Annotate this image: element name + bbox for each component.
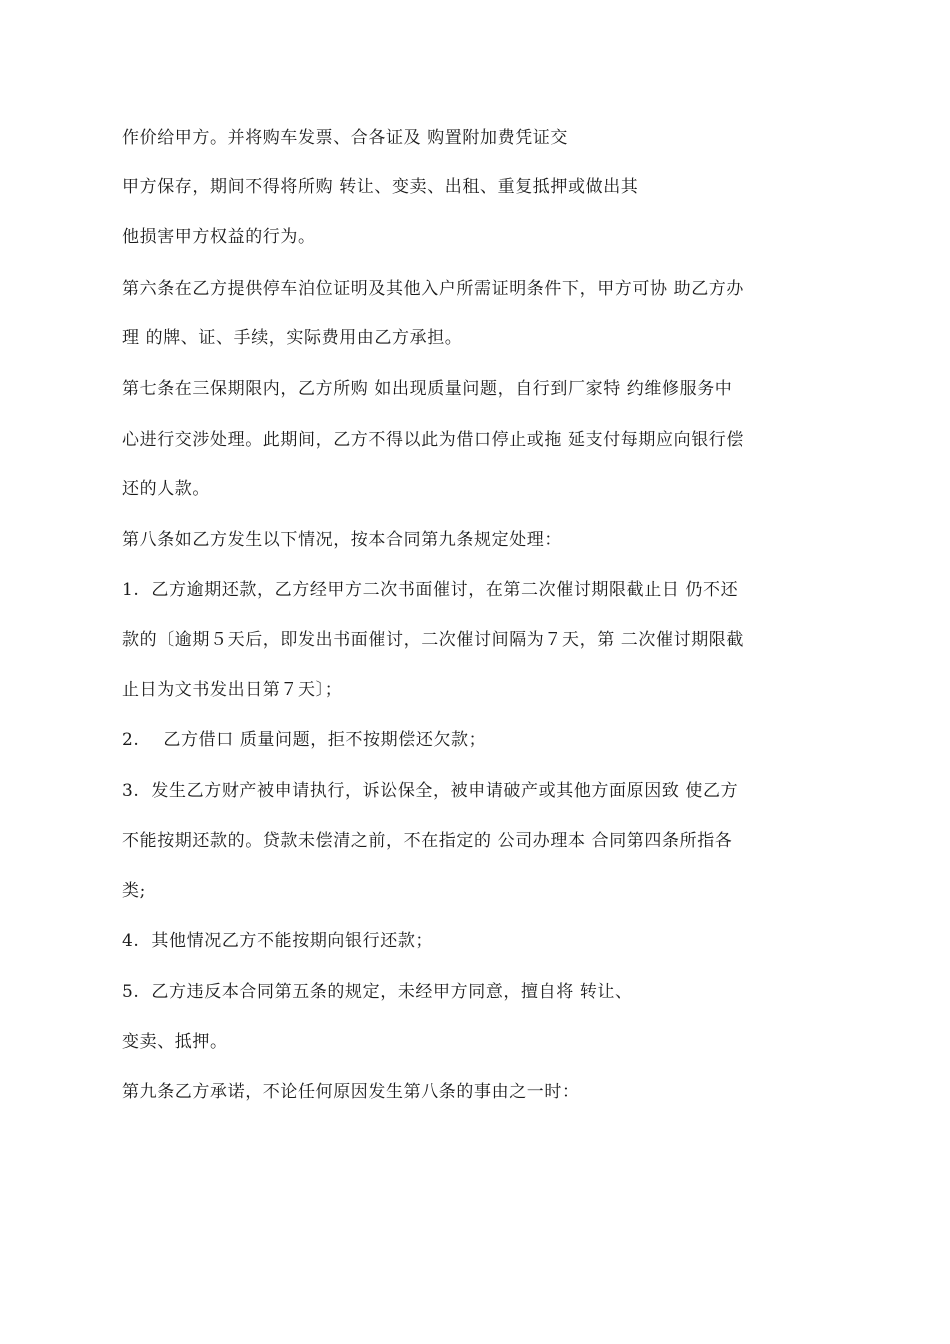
text-line: 变卖、抵押。 <box>122 1032 228 1052</box>
text-line: 款的〔逾期５天后，即发出书面催讨，二次催讨间隔为７天，第 二次催讨期限截 <box>122 630 745 650</box>
text-line: 1. 乙方逾期还款，乙方经甲方二次书面催讨，在第二次催讨期限截止日 仍不还 <box>122 580 739 600</box>
text-line: 第六条在乙方提供停车泊位证明及其他入户所需证明条件下，甲方可协 助乙方办 <box>122 279 745 299</box>
text-line: 2. 乙方借口 质量问题，拒不按期偿还欠款； <box>122 730 487 750</box>
text-line: 4. 其他情况乙方不能按期向银行还款； <box>122 931 434 951</box>
text-line: 心进行交涉处理。此期间，乙方不得以此为借口停止或拖 延支付每期应向银行偿 <box>122 430 745 450</box>
text-line: 3. 发生乙方财产被申请执行，诉讼保全，被申请破产或其他方面原因致 使乙方 <box>122 781 739 801</box>
text-line: 还的人款。 <box>122 479 210 499</box>
text-line: 甲方保存，期间不得将所购 转让、变卖、出租、重复抵押或做出其 <box>122 177 639 197</box>
text-line: 他损害甲方权益的行为。 <box>122 227 316 247</box>
text-line: 第八条如乙方发生以下情况，按本合同第九条规定处理： <box>122 530 562 550</box>
text-line: 5. 乙方违反本合同第五条的规定，未经甲方同意，擅自将 转让、 <box>122 982 633 1002</box>
text-line: 理 的牌、证、手续，实际费用由乙方承担。 <box>122 328 463 348</box>
text-line: 类; <box>122 881 146 901</box>
text-line: 止日为文书发出日第７天〕； <box>122 680 343 700</box>
text-line: 第七条在三保期限内，乙方所购 如出现质量问题，自行到厂家特 约维修服务中 <box>122 379 733 399</box>
text-line: 第九条乙方承诺，不论任何原因发生第八条的事由之一时： <box>122 1082 580 1102</box>
text-line: 不能按期还款的。贷款未偿清之前，不在指定的 公司办理本 合同第四条所指各 <box>122 831 733 851</box>
text-line: 作价给甲方。并将购车发票、合各证及 购置附加费凭证交 <box>122 128 569 148</box>
